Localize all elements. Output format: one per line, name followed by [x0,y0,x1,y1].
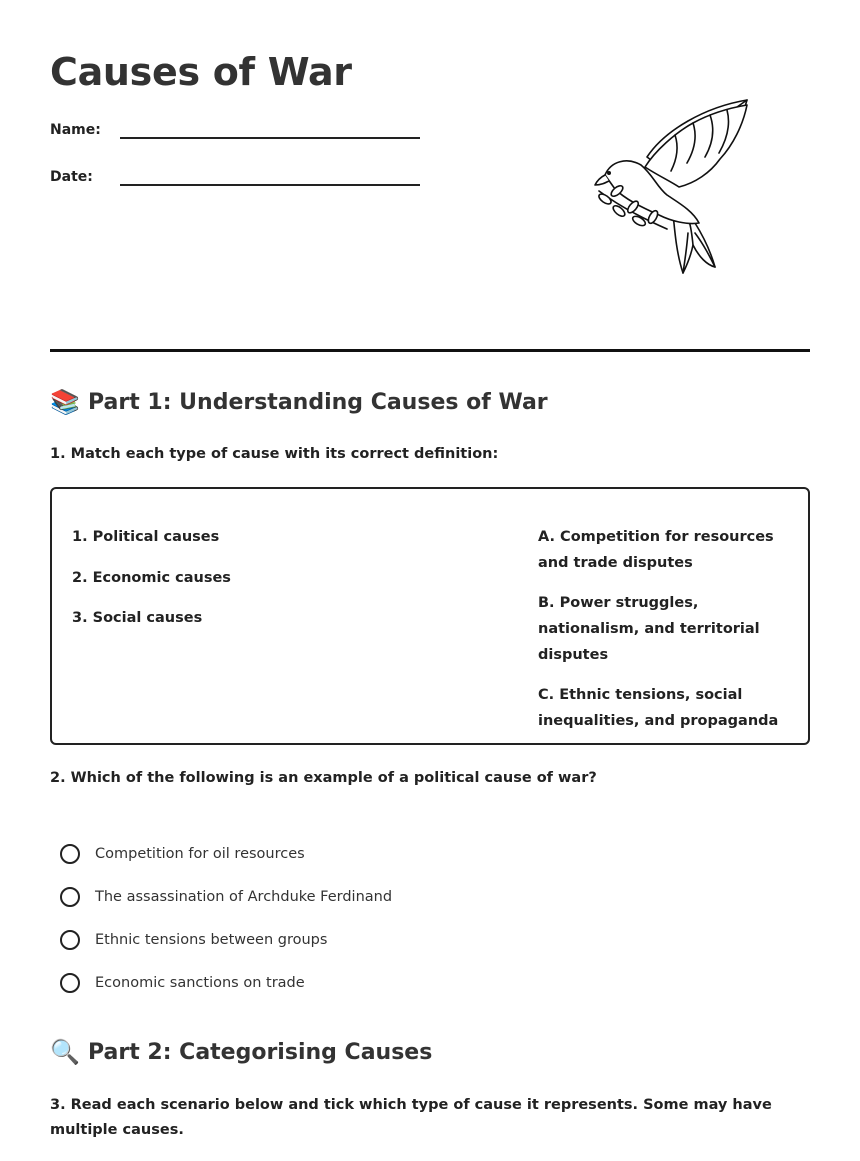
matching-box [50,487,810,745]
option-label: Economic sanctions on trade [95,974,305,991]
cause-economic: 2. Economic causes [72,569,231,586]
date-label: Date: [50,169,93,185]
cause-social: 3. Social causes [72,610,203,626]
definition-b: B. Power struggles, nationalism, and territorial disputes [538,595,760,663]
part1-title [50,388,548,416]
question-2-prompt: 2. Which of the following is an example of a political cause of war? [50,770,597,786]
option-label: The assassination of Archduke Ferdinand [95,888,393,905]
header-divider [50,349,810,352]
part2-title-text: Part 2: Categorising Causes [88,1039,433,1065]
radio-button[interactable] [60,930,80,950]
date-input-line[interactable] [120,184,420,186]
causes-list [72,527,372,649]
radio-button[interactable] [60,973,80,993]
books-icon: 📚 [50,388,80,416]
cause-political: 1. Political causes [72,529,220,545]
option-1[interactable] [60,832,660,875]
question-1-prompt: 1. Match each type of cause with its correct definition: [50,446,499,462]
part2-title [50,1038,432,1066]
date-field [50,169,430,199]
definitions-list [538,524,798,748]
part1-title-text: Part 1: Understanding Causes of War [88,389,548,415]
question-3-prompt: 3. Read each scenario below and tick which type of cause it represents. Some may have multiple causes. [50,1097,772,1138]
option-3[interactable] [60,918,660,961]
name-input-line[interactable] [120,137,420,139]
radio-button[interactable] [60,844,80,864]
page-title: Causes of War [50,50,352,94]
question-2-options [60,832,660,1004]
option-label: Competition for oil resources [95,845,305,862]
name-field [50,122,430,152]
definition-c: C. Ethnic tensions, social inequalities, and propaganda [538,687,779,729]
dove-icon [575,95,760,280]
option-label: Ethnic tensions between groups [95,931,328,948]
radio-button[interactable] [60,887,80,907]
definition-a: A. Competition for resources and trade disputes [538,529,774,571]
magnifier-icon: 🔍 [50,1038,80,1066]
option-4[interactable] [60,961,660,1004]
name-label: Name: [50,122,101,138]
option-2[interactable] [60,875,660,918]
